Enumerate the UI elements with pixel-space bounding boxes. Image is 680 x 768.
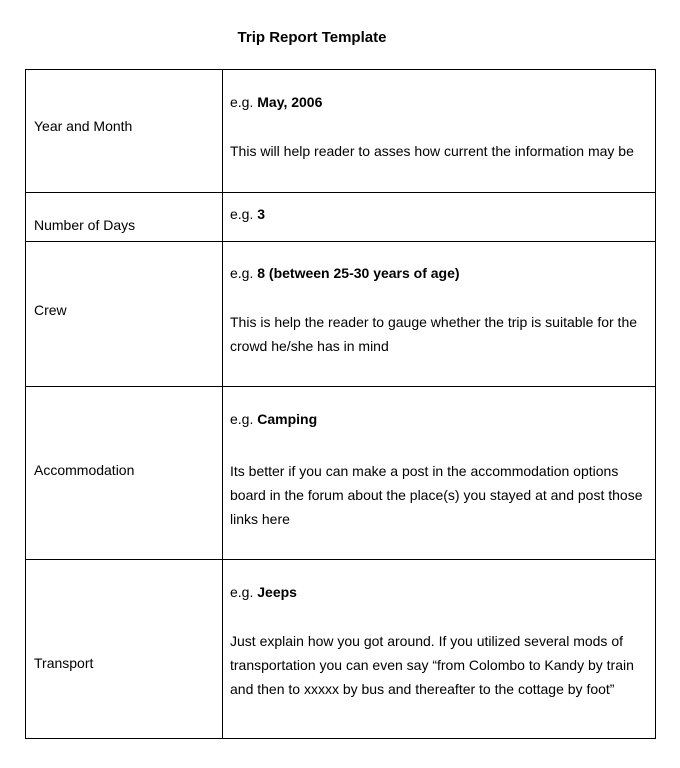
- note-line: and then to xxxxx by bus and thereafter to the cottage by foot”: [230, 681, 615, 697]
- note-line: links here: [230, 511, 290, 527]
- note-line: This will help reader to asses how current the information may be: [230, 143, 634, 159]
- note-line: transportation you can even say “from Colombo to Kandy by train: [230, 657, 634, 673]
- note-text: [230, 310, 641, 358]
- label-cell: [26, 242, 223, 386]
- note-text: [230, 629, 641, 701]
- example-line: [230, 264, 460, 282]
- note-line: Just explain how you got around. If you utilized several mods of: [230, 633, 623, 649]
- example-line: [230, 205, 265, 223]
- example-prefix: e.g.: [230, 206, 254, 222]
- label-cell: [26, 70, 223, 192]
- example-line: [230, 410, 317, 428]
- row-label: Crew: [34, 302, 67, 318]
- example-value: 3: [257, 206, 266, 222]
- table-row-crew: [26, 241, 655, 386]
- table-row-accommodation: [26, 386, 655, 559]
- example-prefix: e.g.: [230, 584, 254, 600]
- trip-report-table: [25, 69, 656, 739]
- note-line: crowd he/she has in mind: [230, 338, 389, 354]
- row-label: Transport: [34, 655, 94, 671]
- label-cell: [26, 387, 223, 559]
- value-cell: [223, 560, 655, 738]
- table-row-transport: [26, 559, 655, 738]
- note-line: Its better if you can make a post in the accommodation options: [230, 463, 619, 479]
- example-prefix: e.g.: [230, 94, 254, 110]
- label-cell: [26, 193, 223, 241]
- label-cell: [26, 560, 223, 738]
- example-value: 8 (between 25-30 years of age): [257, 265, 460, 281]
- row-label: Accommodation: [34, 462, 135, 478]
- row-label: Year and Month: [34, 118, 133, 134]
- note-line: This is help the reader to gauge whether the trip is suitable for the: [230, 314, 638, 330]
- note-line: board in the forum about the place(s) you stayed at and post those: [230, 487, 643, 503]
- table-row-year-month: [26, 70, 655, 192]
- example-prefix: e.g.: [230, 265, 254, 281]
- example-line: [230, 583, 297, 601]
- example-line: [230, 93, 322, 111]
- value-cell: [223, 193, 655, 241]
- document-title: Trip Report Template: [237, 29, 387, 46]
- note-text: [230, 459, 641, 531]
- example-value: Camping: [257, 411, 318, 427]
- example-value: Jeeps: [257, 584, 297, 600]
- value-cell: [223, 387, 655, 559]
- value-cell: [223, 242, 655, 386]
- example-value: May, 2006: [257, 94, 323, 110]
- note-text: [230, 139, 641, 163]
- table-row-number-of-days: [26, 192, 655, 241]
- value-cell: [223, 70, 655, 192]
- example-prefix: e.g.: [230, 411, 254, 427]
- row-label: Number of Days: [34, 217, 136, 233]
